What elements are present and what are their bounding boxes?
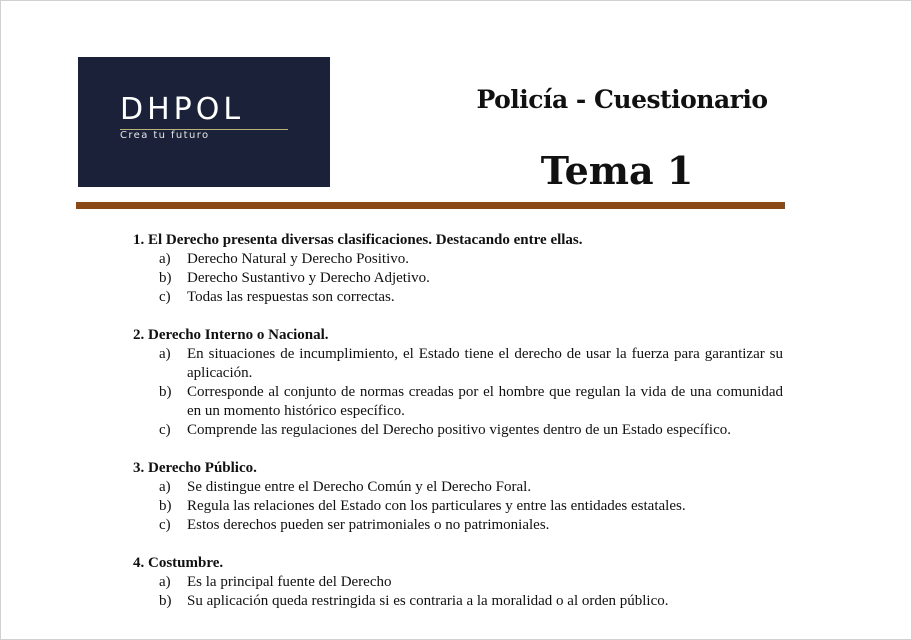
logo-tagline: Crea tu futuro <box>120 130 210 141</box>
option-text: Su aplicación queda restringida si es contraria a la moralidad o al orden público. <box>187 593 669 609</box>
question-title: 2. Derecho Interno o Nacional. <box>133 327 329 343</box>
option-letter: a) <box>159 251 171 267</box>
answer-option <box>133 478 783 497</box>
answer-option <box>133 497 783 516</box>
option-text: Derecho Sustantivo y Derecho Adjetivo. <box>187 270 430 286</box>
answer-option <box>133 573 783 592</box>
question-list <box>133 231 783 630</box>
header-divider <box>76 202 785 209</box>
option-letter: b) <box>159 270 172 286</box>
option-letter: b) <box>159 593 172 609</box>
logo-wordmark: DHPOL <box>120 92 245 127</box>
dhpol-logo <box>78 57 330 187</box>
option-letter: a) <box>159 479 171 495</box>
option-letter: a) <box>159 346 171 362</box>
answer-option <box>133 516 783 535</box>
option-text: Es la principal fuente del Derecho <box>187 574 392 590</box>
option-letter: c) <box>159 422 171 438</box>
answer-option <box>133 421 783 440</box>
option-text: Corresponde al conjunto de normas creadas por el hombre que regulan la vida de una comunidad en un momento histórico específico. <box>187 384 783 419</box>
answer-option <box>133 345 783 383</box>
option-text: En situaciones de incumplimiento, el Estado tiene el derecho de usar la fuerza para garantizar su aplicación. <box>187 346 783 381</box>
option-letter: a) <box>159 574 171 590</box>
document-subtitle: Tema 1 <box>540 148 694 193</box>
option-letter: c) <box>159 289 171 305</box>
option-text: Derecho Natural y Derecho Positivo. <box>187 251 410 267</box>
option-letter: c) <box>159 517 171 533</box>
answer-option <box>133 288 783 307</box>
option-text: Estos derechos pueden ser patrimoniales o no patrimoniales. <box>187 517 550 533</box>
question-title: 4. Costumbre. <box>133 555 224 571</box>
option-letter: b) <box>159 498 172 514</box>
option-text: Regula las relaciones del Estado con los particulares y entre las entidades estatales. <box>187 498 686 514</box>
question-1 <box>133 231 783 307</box>
question-3 <box>133 459 783 535</box>
option-letter: b) <box>159 384 172 400</box>
question-title: 1. El Derecho presenta diversas clasificaciones. Destacando entre ellas. <box>133 232 583 248</box>
option-text: Todas las respuestas son correctas. <box>187 289 395 305</box>
option-text: Comprende las regulaciones del Derecho positivo vigentes dentro de un Estado específico. <box>187 422 731 438</box>
question-4 <box>133 554 783 611</box>
option-text: Se distingue entre el Derecho Común y el Derecho Foral. <box>187 479 532 495</box>
question-title: 3. Derecho Público. <box>133 460 257 476</box>
answer-option <box>133 592 783 611</box>
document-title: Policía - Cuestionario <box>476 85 768 114</box>
answer-option <box>133 250 783 269</box>
answer-option <box>133 269 783 288</box>
question-2 <box>133 326 783 440</box>
answer-option <box>133 383 783 421</box>
